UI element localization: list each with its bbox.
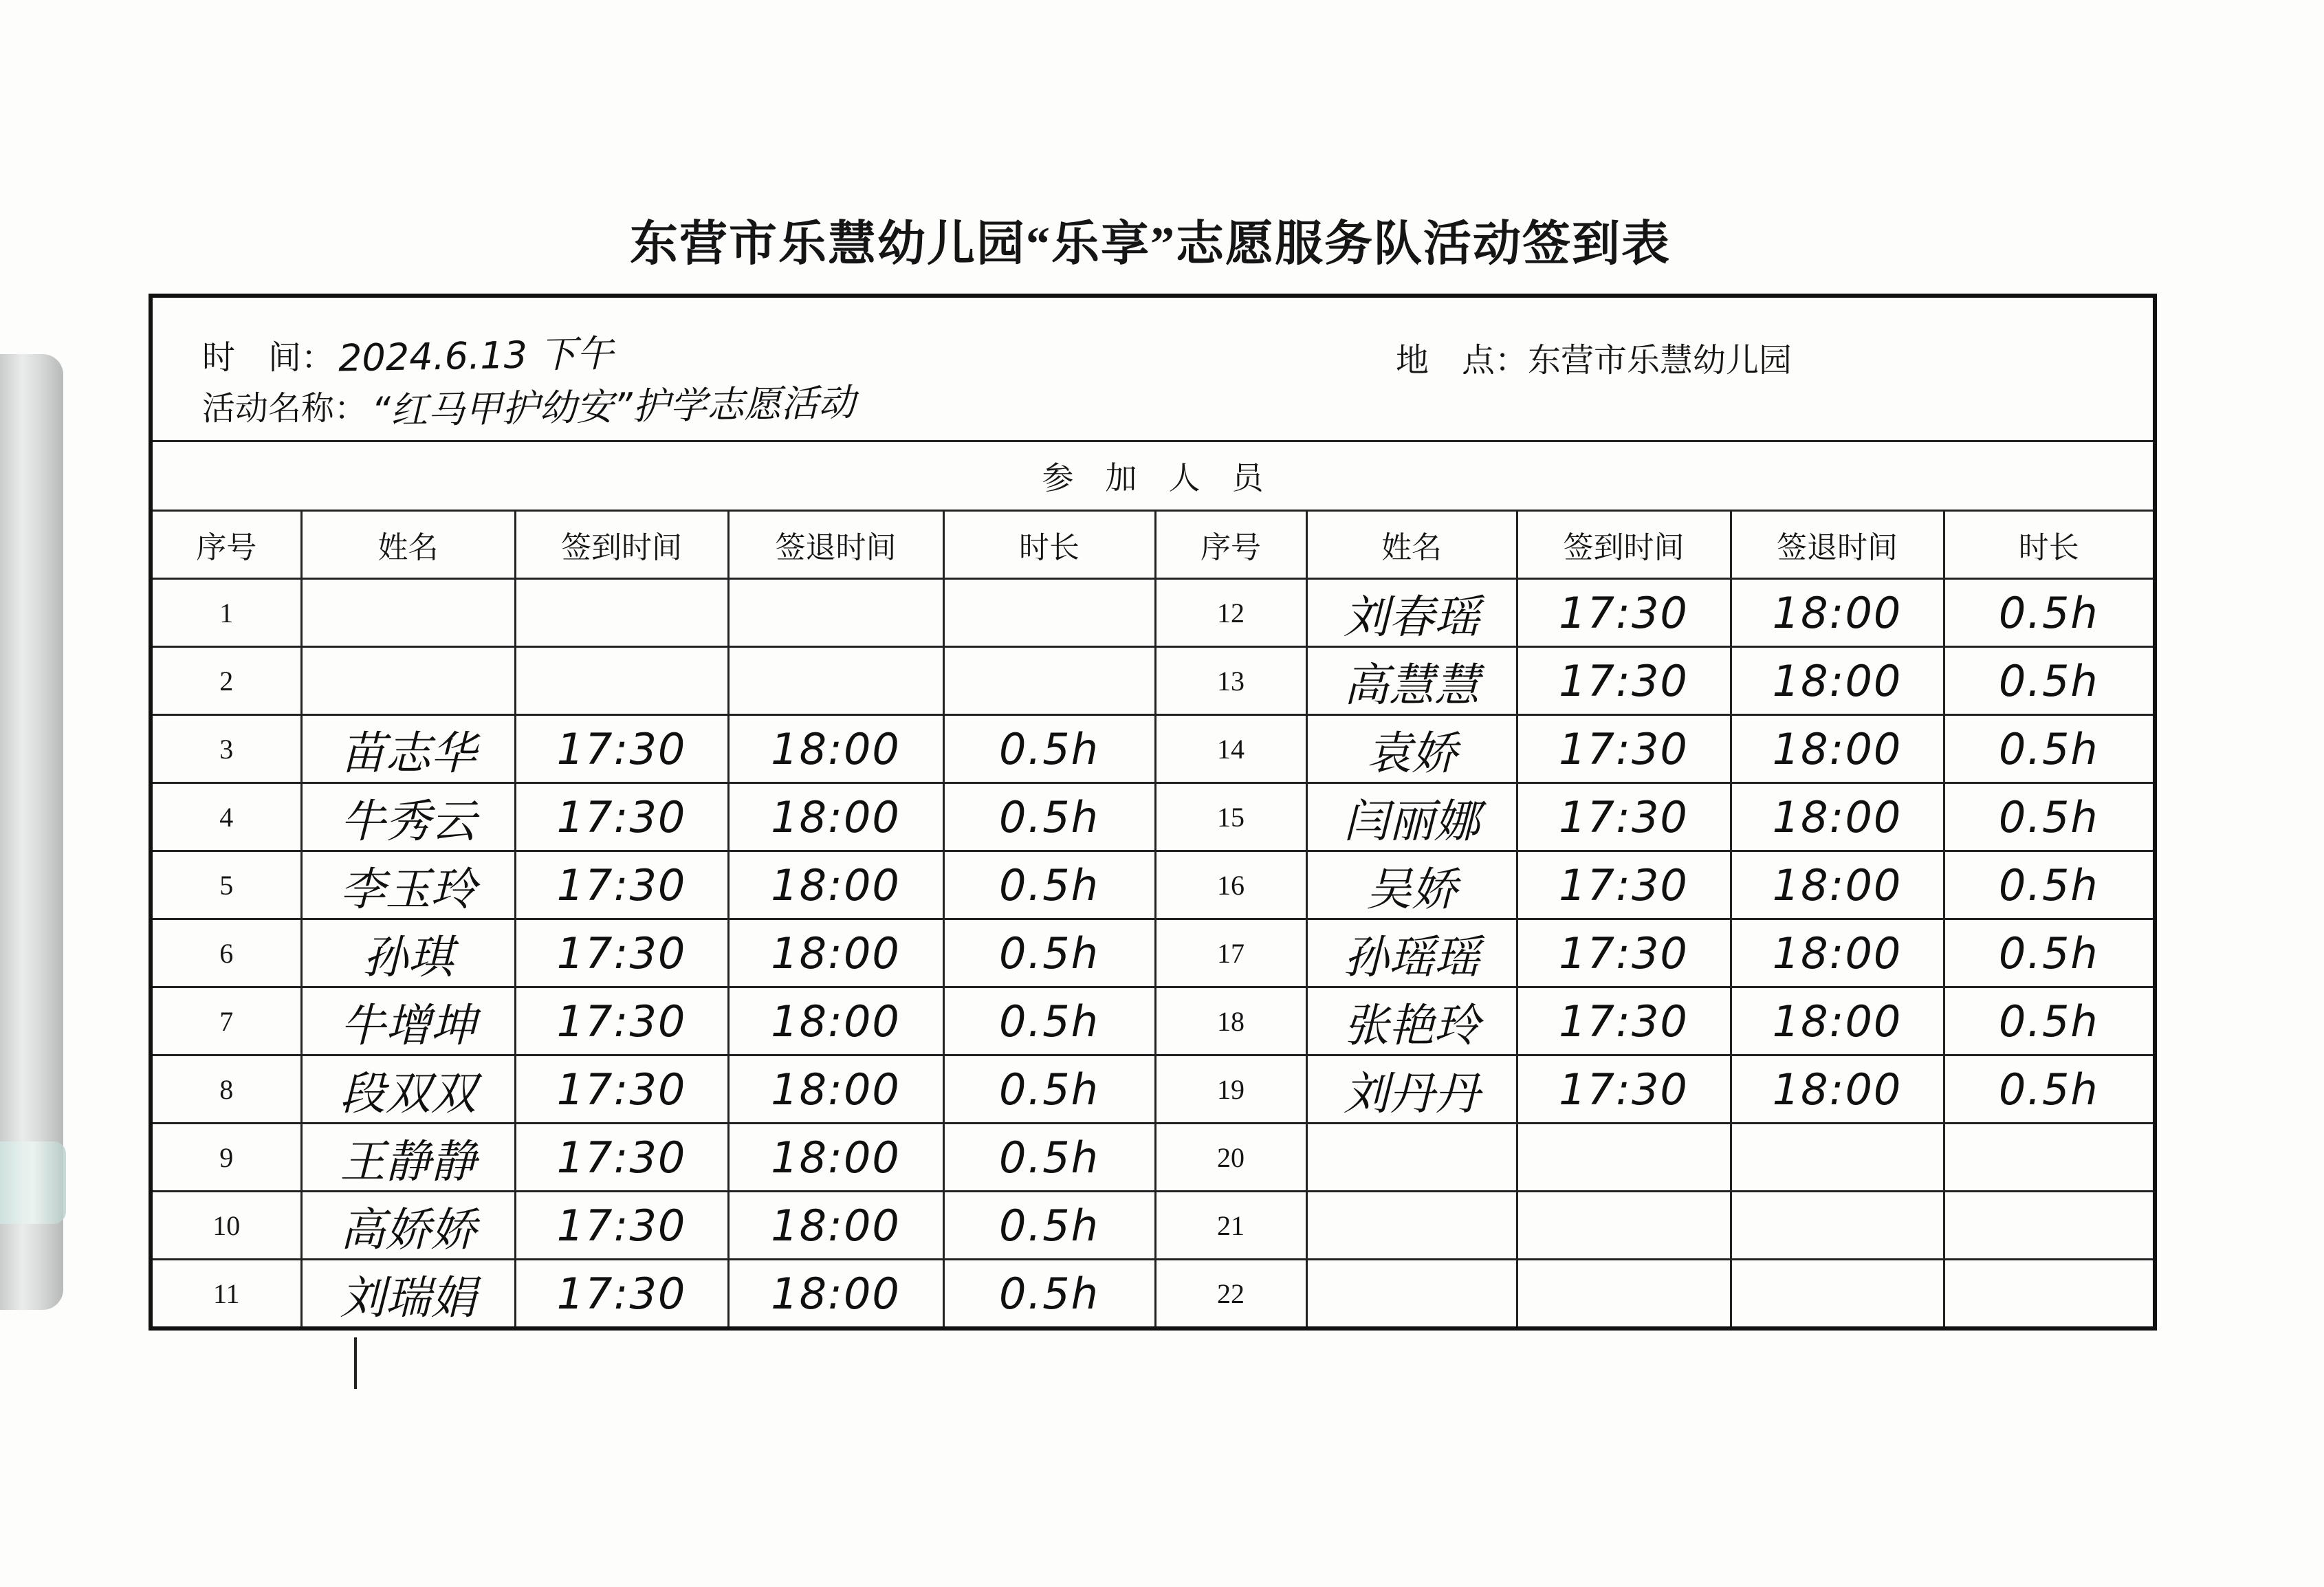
row-number: 3 — [151, 715, 301, 783]
activity-line — [202, 377, 856, 433]
duration: 0.5h — [943, 1055, 1155, 1124]
row-number: 4 — [151, 783, 301, 851]
participant-name — [301, 579, 515, 647]
table-row — [151, 1055, 2155, 1124]
col-header-sign-in: 签到时间 — [1517, 511, 1731, 579]
section-header: 参加人员 — [151, 441, 2155, 511]
table-row — [151, 1192, 2155, 1260]
participant-name: 吴娇 — [1306, 851, 1517, 919]
sign-in-time: 17:30 — [1517, 919, 1731, 987]
sign-out-time — [1731, 1192, 1944, 1260]
sign-out-time: 18:00 — [1731, 987, 1944, 1055]
row-number: 13 — [1155, 647, 1306, 715]
col-header-sign-out: 签退时间 — [1731, 511, 1944, 579]
row-number: 2 — [151, 647, 301, 715]
sign-in-time: 17:30 — [515, 1124, 728, 1192]
duration: 0.5h — [1944, 647, 2155, 715]
sign-in-time — [1517, 1192, 1731, 1260]
row-number: 21 — [1155, 1192, 1306, 1260]
duration: 0.5h — [943, 1124, 1155, 1192]
row-number: 1 — [151, 579, 301, 647]
sign-out-time: 18:00 — [1731, 783, 1944, 851]
row-number: 7 — [151, 987, 301, 1055]
sign-in-time — [515, 647, 728, 715]
row-number: 17 — [1155, 919, 1306, 987]
participant-name: 段双双 — [301, 1055, 515, 1124]
participant-name: 孙琪 — [301, 919, 515, 987]
sign-out-time: 18:00 — [728, 783, 943, 851]
participant-name: 王静静 — [301, 1124, 515, 1192]
table-row — [151, 579, 2155, 647]
participant-name: 刘丹丹 — [1306, 1055, 1517, 1124]
participant-name — [1306, 1124, 1517, 1192]
row-number: 9 — [151, 1124, 301, 1192]
table-row — [151, 647, 2155, 715]
table-row — [151, 919, 2155, 987]
row-number: 19 — [1155, 1055, 1306, 1124]
sign-out-time: 18:00 — [728, 715, 943, 783]
col-header-sign-in: 签到时间 — [515, 511, 728, 579]
participant-name: 袁娇 — [1306, 715, 1517, 783]
row-number: 6 — [151, 919, 301, 987]
table-row — [151, 851, 2155, 919]
col-header-sign-out: 签退时间 — [728, 511, 943, 579]
row-number: 20 — [1155, 1124, 1306, 1192]
table-row — [151, 987, 2155, 1055]
place-value: 东营市乐慧幼儿园 — [1528, 342, 1793, 379]
duration: 0.5h — [943, 1260, 1155, 1329]
participant-name — [1306, 1192, 1517, 1260]
binding-clip — [0, 1141, 66, 1224]
duration: 0.5h — [1944, 851, 2155, 919]
place-line — [1396, 333, 1792, 381]
row-number: 15 — [1155, 783, 1306, 851]
participant-name: 张艳玲 — [1306, 987, 1517, 1055]
row-number: 18 — [1155, 987, 1306, 1055]
col-header-no: 序号 — [151, 511, 301, 579]
sign-out-time — [728, 647, 943, 715]
col-header-no: 序号 — [1155, 511, 1306, 579]
row-number: 16 — [1155, 851, 1306, 919]
participant-name: 高娇娇 — [301, 1192, 515, 1260]
sign-out-time: 18:00 — [1731, 851, 1944, 919]
duration: 0.5h — [1944, 715, 2155, 783]
sign-out-time: 18:00 — [1731, 647, 1944, 715]
pen-stroke — [354, 1337, 357, 1389]
sign-out-time: 18:00 — [728, 851, 943, 919]
participant-name — [301, 647, 515, 715]
duration — [943, 579, 1155, 647]
col-header-name: 姓名 — [1306, 511, 1517, 579]
duration: 0.5h — [943, 987, 1155, 1055]
participant-name: 牛秀云 — [301, 783, 515, 851]
info-cell — [151, 296, 2155, 441]
table-row — [151, 715, 2155, 783]
duration: 0.5h — [943, 851, 1155, 919]
duration: 0.5h — [1944, 579, 2155, 647]
sign-out-time: 18:00 — [728, 1055, 943, 1124]
table-row — [151, 1124, 2155, 1192]
sign-in-table — [149, 294, 2157, 1331]
duration — [1944, 1192, 2155, 1260]
duration: 0.5h — [943, 1192, 1155, 1260]
participant-name: 刘瑞娟 — [301, 1260, 515, 1329]
participant-name: 孙瑶瑶 — [1306, 919, 1517, 987]
row-number: 12 — [1155, 579, 1306, 647]
sign-in-time: 17:30 — [515, 919, 728, 987]
duration: 0.5h — [1944, 987, 2155, 1055]
duration: 0.5h — [943, 919, 1155, 987]
row-number: 10 — [151, 1192, 301, 1260]
sign-in-time: 17:30 — [1517, 783, 1731, 851]
info-row — [151, 296, 2155, 441]
table-row — [151, 783, 2155, 851]
sign-in-time — [1517, 1260, 1731, 1329]
sign-out-time — [1731, 1124, 1944, 1192]
sign-out-time — [1731, 1260, 1944, 1329]
duration: 0.5h — [1944, 919, 2155, 987]
sign-in-time: 17:30 — [1517, 647, 1731, 715]
sign-out-time: 18:00 — [728, 1124, 943, 1192]
column-header-row — [151, 511, 2155, 579]
sign-in-time: 17:30 — [1517, 851, 1731, 919]
sign-out-time: 18:00 — [1731, 1055, 1944, 1124]
sign-in-time: 17:30 — [1517, 987, 1731, 1055]
sign-out-time: 18:00 — [1731, 579, 1944, 647]
duration — [1944, 1260, 2155, 1329]
sign-in-time — [1517, 1124, 1731, 1192]
activity-value: “红马甲护幼安”护学志愿活动 — [371, 380, 856, 433]
row-number: 14 — [1155, 715, 1306, 783]
sign-in-time: 17:30 — [515, 715, 728, 783]
sign-in-time: 17:30 — [515, 851, 728, 919]
time-label: 时 间： — [202, 340, 335, 376]
participant-name: 李玉玲 — [301, 851, 515, 919]
row-number: 11 — [151, 1260, 301, 1329]
sign-out-time: 18:00 — [1731, 715, 1944, 783]
row-number: 5 — [151, 851, 301, 919]
sign-in-time: 17:30 — [515, 1260, 728, 1329]
sign-out-time: 18:00 — [728, 1260, 943, 1329]
sign-out-time: 18:00 — [728, 1192, 943, 1260]
participant-name: 牛增坤 — [301, 987, 515, 1055]
document-title: 东营市乐慧幼儿园“乐享”志愿服务队活动签到表 — [630, 218, 1671, 271]
duration: 0.5h — [943, 783, 1155, 851]
table-row — [151, 1260, 2155, 1329]
participant-name: 苗志华 — [301, 715, 515, 783]
sign-in-time: 17:30 — [1517, 1055, 1731, 1124]
sign-in-time: 17:30 — [1517, 579, 1731, 647]
sign-in-time — [515, 579, 728, 647]
participant-name: 高慧慧 — [1306, 647, 1517, 715]
col-header-duration: 时长 — [1944, 511, 2155, 579]
duration: 0.5h — [943, 715, 1155, 783]
sign-out-time: 18:00 — [728, 919, 943, 987]
col-header-name: 姓名 — [301, 511, 515, 579]
duration: 0.5h — [1944, 783, 2155, 851]
sign-out-time — [728, 579, 943, 647]
time-value: 2024.6.13 下午 — [338, 331, 614, 380]
duration — [1944, 1124, 2155, 1192]
sign-in-time: 17:30 — [515, 1192, 728, 1260]
sign-in-time: 17:30 — [1517, 715, 1731, 783]
duration — [943, 647, 1155, 715]
duration: 0.5h — [1944, 1055, 2155, 1124]
col-header-duration: 时长 — [943, 511, 1155, 579]
sign-in-time: 17:30 — [515, 1055, 728, 1124]
participant-name — [1306, 1260, 1517, 1329]
activity-label: 活动名称： — [202, 391, 368, 427]
sign-in-time: 17:30 — [515, 987, 728, 1055]
sign-out-time: 18:00 — [728, 987, 943, 1055]
participant-name: 闫丽娜 — [1306, 783, 1517, 851]
row-number: 22 — [1155, 1260, 1306, 1329]
participant-name: 刘春瑶 — [1306, 579, 1517, 647]
sign-in-time: 17:30 — [515, 783, 728, 851]
section-row — [151, 441, 2155, 511]
place-label: 地 点： — [1396, 342, 1528, 379]
row-number: 8 — [151, 1055, 301, 1124]
sign-out-time: 18:00 — [1731, 919, 1944, 987]
time-line — [202, 327, 613, 380]
